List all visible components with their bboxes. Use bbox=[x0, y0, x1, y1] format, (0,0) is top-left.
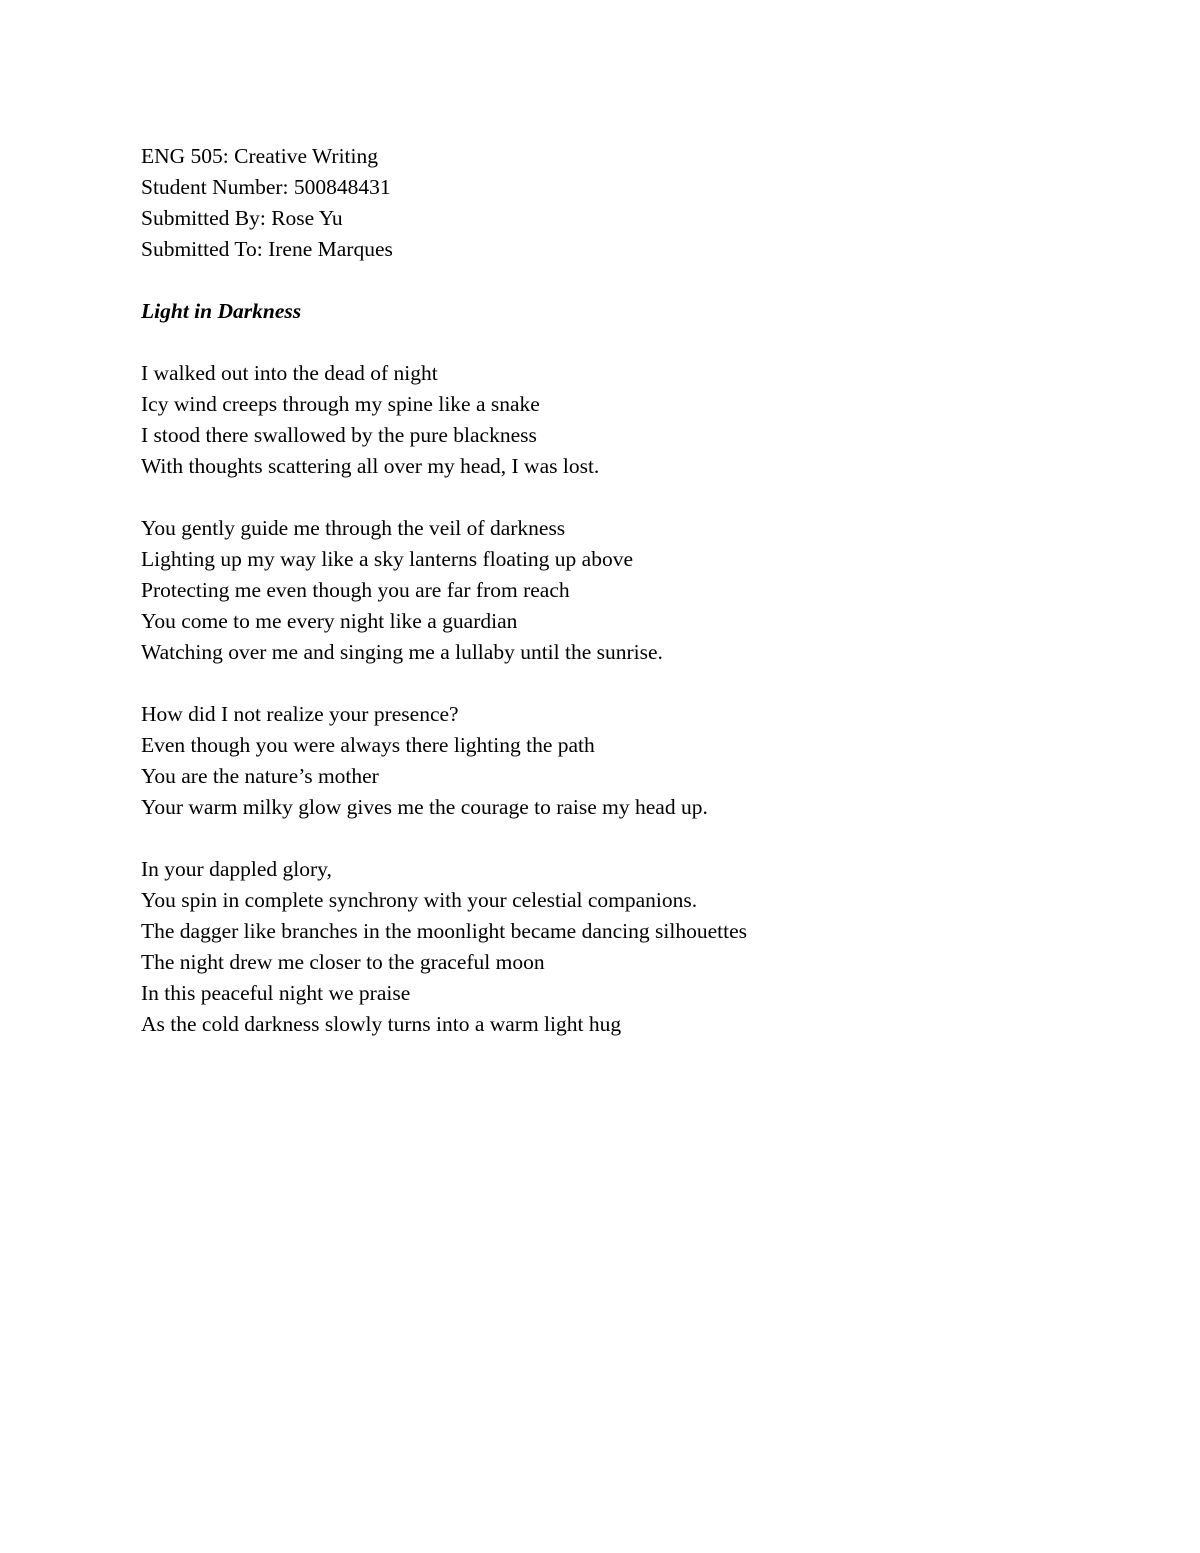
poem-line: You gently guide me through the veil of darkness bbox=[141, 516, 566, 540]
poem-line: You are the nature’s mother bbox=[141, 764, 379, 788]
stanza-3 bbox=[141, 699, 1081, 823]
poem-line: Lighting up my way like a sky lanterns floating up above bbox=[141, 547, 634, 571]
poem-line: Your warm milky glow gives me the courage to raise my head up. bbox=[141, 795, 708, 819]
stanza-spacer bbox=[141, 823, 1081, 854]
poem-line: In this peaceful night we praise bbox=[141, 981, 411, 1005]
submitted-by-line: Submitted By: Rose Yu bbox=[141, 206, 343, 230]
poem-line: How did I not realize your presence? bbox=[141, 702, 459, 726]
stanza-4 bbox=[141, 854, 1081, 1040]
poem-line: Even though you were always there lighting the path bbox=[141, 733, 595, 757]
poem-line: Watching over me and singing me a lullaby until the sunrise. bbox=[141, 640, 663, 664]
poem-line: The dagger like branches in the moonlight became dancing silhouettes bbox=[141, 919, 747, 943]
stanza-1 bbox=[141, 358, 1081, 482]
poem-line: Icy wind creeps through my spine like a snake bbox=[141, 392, 540, 416]
poem-line: In your dappled glory, bbox=[141, 857, 332, 881]
poem-title: Light in Darkness bbox=[141, 299, 302, 323]
poem-line: I walked out into the dead of night bbox=[141, 361, 438, 385]
poem-line: You come to me every night like a guardian bbox=[141, 609, 518, 633]
stanza-2 bbox=[141, 513, 1081, 668]
poem-line: As the cold darkness slowly turns into a warm light hug bbox=[141, 1012, 622, 1036]
poem-line: Protecting me even though you are far from reach bbox=[141, 578, 570, 602]
poem-line: I stood there swallowed by the pure blackness bbox=[141, 423, 537, 447]
poem-line: With thoughts scattering all over my head, I was lost. bbox=[141, 454, 600, 478]
poem-line: The night drew me closer to the graceful moon bbox=[141, 950, 545, 974]
stanza-spacer bbox=[141, 482, 1081, 513]
spacer bbox=[141, 327, 1081, 358]
course-line: ENG 505: Creative Writing bbox=[141, 144, 378, 168]
student-number-line: Student Number: 500848431 bbox=[141, 175, 391, 199]
document-content bbox=[141, 141, 1081, 1040]
poem-line: You spin in complete synchrony with your celestial companions. bbox=[141, 888, 698, 912]
header-block bbox=[141, 141, 1081, 265]
stanza-spacer bbox=[141, 668, 1081, 699]
spacer bbox=[141, 265, 1081, 296]
submitted-to-line: Submitted To: Irene Marques bbox=[141, 237, 393, 261]
